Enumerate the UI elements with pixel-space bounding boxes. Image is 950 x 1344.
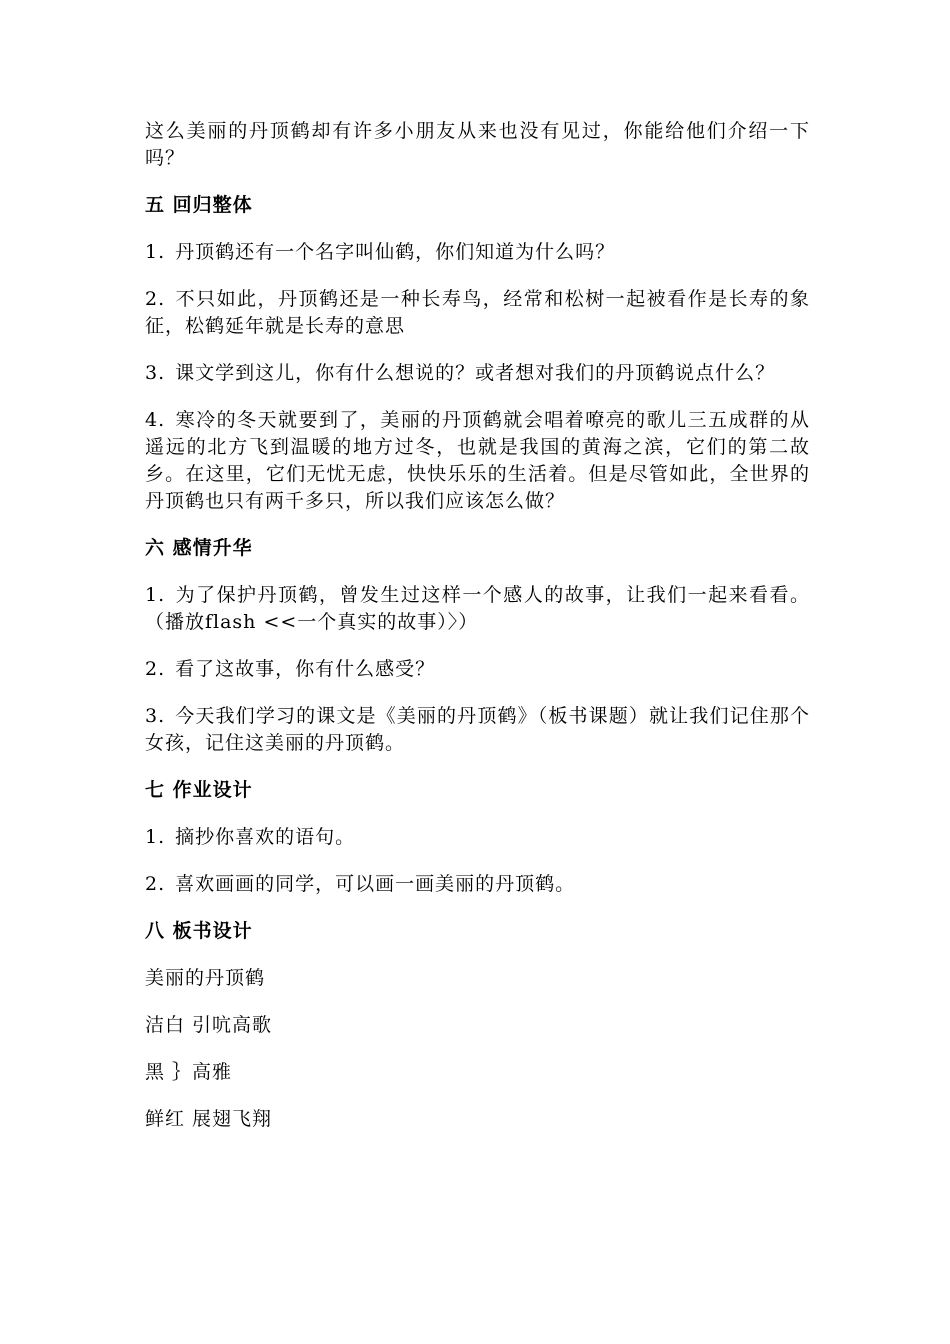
document-page [145,118,810,1153]
list-item [145,286,810,340]
section-heading-8: 八 板书设计 [145,920,253,942]
list-item [145,407,810,515]
board-line: 鲜红 展翅飞翔 [145,1108,273,1130]
list-item [145,239,810,266]
list-item [145,360,810,387]
item-number: 1. [145,826,166,848]
list-item [145,582,810,636]
item-number: 3. [145,362,166,384]
list-item [145,824,810,851]
item-number: 4. [145,409,166,431]
item-number: 2. [145,658,166,680]
item-text: 丹顶鹤还有一个名字叫仙鹤，你们知道为什么吗？ [175,241,616,263]
section-heading-6: 六 感情升华 [145,537,253,559]
item-number: 1. [145,241,166,263]
item-number: 2. [145,288,166,310]
item-number: 2. [145,873,166,895]
intro-paragraph: 这么美丽的丹顶鹤却有许多小朋友从来也没有见过，你能给他们介绍一下吗？ [145,120,810,169]
board-line: 黑 ｝高雅 [145,1061,233,1083]
item-number: 1. [145,584,166,606]
section-heading-5: 五 回归整体 [145,194,253,216]
item-text: 寒冷的冬天就要到了，美丽的丹顶鹤就会唱着嘹亮的歌儿三五成群的从遥远的北方飞到温暖的地方过冬，也就是我国的黄海之滨，它们的第二故乡。在这里，它们无忧无虑，快快乐乐的生活着。但是尽管如此，全世界的丹顶鹤也只有两千多只，所以我们应该怎么做？ [145,409,810,512]
item-text: 课文学到这儿，你有什么想说的？或者想对我们的丹顶鹤说点什么？ [175,362,776,384]
list-item [145,871,810,898]
item-text: 摘抄你喜欢的语句。 [175,826,356,848]
item-number: 3. [145,705,166,727]
board-line: 洁白 引吭高歌 [145,1014,273,1036]
item-text: 今天我们学习的课文是《美丽的丹顶鹤》（板书课题）就让我们记住那个女孩，记住这美丽的丹顶鹤。 [145,705,810,754]
item-text: 为了保护丹顶鹤，曾发生过这样一个感人的故事，让我们一起来看看。（播放flash <<一个真实的故事）〉） [145,584,810,633]
board-title: 美丽的丹顶鹤 [145,967,266,989]
item-text: 喜欢画画的同学，可以画一画美丽的丹顶鹤。 [175,873,576,895]
section-heading-7: 七 作业设计 [145,779,253,801]
list-item [145,656,810,683]
item-text: 不只如此，丹顶鹤还是一种长寿鸟，经常和松树一起被看作是长寿的象征，松鹤延年就是长寿的意思 [145,288,810,337]
item-text: 看了这故事，你有什么感受？ [175,658,436,680]
list-item [145,703,810,757]
